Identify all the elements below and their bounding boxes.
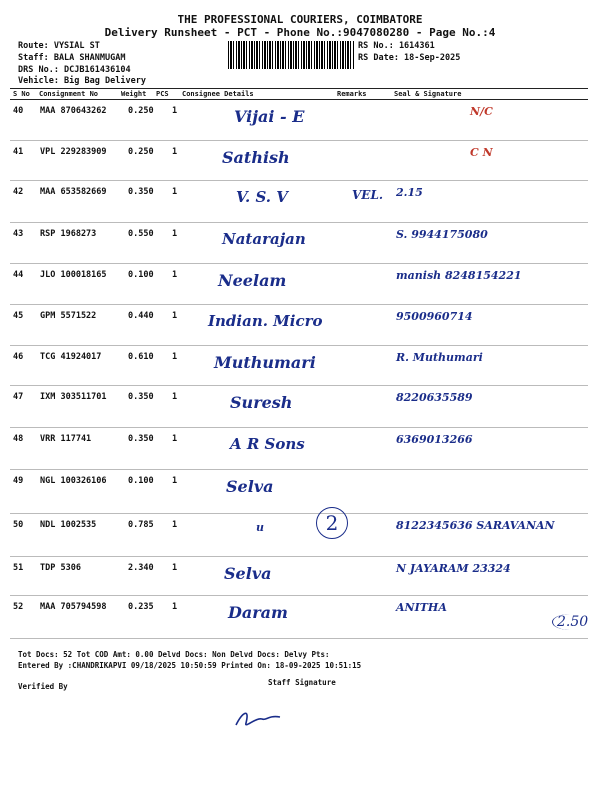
- row-signature: 8220635589: [396, 391, 473, 404]
- row-signature: 9500960714: [396, 310, 473, 323]
- row-sno: 51: [13, 563, 24, 573]
- row-sno: 41: [13, 147, 24, 157]
- row-sno: 44: [13, 270, 24, 280]
- row-sno: 52: [13, 602, 24, 612]
- row-consignee-handwriting: Selva: [224, 564, 272, 583]
- row-weight: 0.785: [128, 520, 154, 530]
- row-consignment: GPM 5571522: [40, 311, 97, 321]
- row-weight: 0.235: [128, 602, 154, 612]
- barcode: [228, 41, 354, 69]
- row-consignee-handwriting: Vijai - E: [234, 107, 305, 126]
- row-weight: 0.250: [128, 147, 154, 157]
- row-consignee-handwriting: Neelam: [218, 271, 287, 290]
- row-consignee-handwriting: Indian. Micro: [208, 312, 323, 330]
- row-sno: 46: [13, 352, 24, 362]
- row-weight: 0.440: [128, 311, 154, 321]
- row-weight: 0.350: [128, 187, 154, 197]
- row-consignee-handwriting: Sathish: [222, 148, 290, 167]
- entered-by: Entered By :CHANDRIKAPVI 09/18/2025 10:50:59 Printed On: 18-09-2025 10:51:15: [18, 661, 362, 670]
- document-subtitle: Delivery Runsheet - PCT - Phone No.:9047080280 - Page No.:4: [104, 26, 496, 39]
- row-pcs: 1: [172, 392, 178, 402]
- table-row: [10, 595, 588, 639]
- table-row: [10, 345, 588, 386]
- row-consignment: TDP 5306: [40, 563, 81, 573]
- col-seal-signature: Seal & Signature: [394, 90, 462, 98]
- table-row: [10, 180, 588, 223]
- row-pcs: 1: [172, 147, 178, 157]
- rs-date: RS Date: 18-Sep-2025: [358, 53, 461, 63]
- row-consignee-handwriting: A R Sons: [230, 435, 305, 453]
- row-consignment: MAA 870643262: [40, 106, 107, 116]
- row-sno: 50: [13, 520, 24, 530]
- row-consignee-handwriting: Selva: [226, 477, 274, 496]
- table-row: [10, 469, 588, 514]
- rs-number: RS No.: 1614361: [358, 41, 435, 51]
- row-weight: 0.100: [128, 270, 154, 280]
- table-row: [10, 304, 588, 346]
- vehicle: Vehicle: Big Bag Delivery: [18, 76, 146, 86]
- staff-signature-label: Staff Signature: [268, 678, 336, 687]
- table-row: [10, 222, 588, 264]
- staff-signature: [228, 703, 288, 733]
- row-signature: 2.15: [396, 186, 423, 199]
- table-row: [10, 556, 588, 596]
- row-weight: 0.350: [128, 434, 154, 444]
- col-weight: Weight: [121, 90, 147, 98]
- row-consignment: NGL 100326106: [40, 476, 107, 486]
- row-pcs: 1: [172, 352, 178, 362]
- row-pcs: 1: [172, 563, 178, 573]
- col-sno: S No: [13, 90, 30, 98]
- row-signature: N JAYARAM 23324: [396, 562, 511, 575]
- row-pcs: 1: [172, 229, 178, 239]
- row-sno: 47: [13, 392, 24, 402]
- row-signature: 8122345636 SARAVANAN: [396, 519, 555, 532]
- table-row: [10, 263, 588, 305]
- row-signature: N/C: [470, 105, 493, 118]
- row-pcs: 1: [172, 270, 178, 280]
- row-weight: 0.610: [128, 352, 154, 362]
- row-signature: S. 9944175080: [396, 228, 488, 241]
- row-consignee-handwriting: Daram: [228, 603, 288, 622]
- row-weight: 0.350: [128, 392, 154, 402]
- row-consignment: MAA 705794598: [40, 602, 107, 612]
- staff: Staff: BALA SHANMUGAM: [18, 53, 126, 63]
- row-pcs: 1: [172, 520, 178, 530]
- row-pcs: 1: [172, 434, 178, 444]
- route: Route: VYSIAL ST: [18, 41, 100, 51]
- row-signature: R. Muthumari: [396, 351, 483, 364]
- row-consignee-handwriting: Muthumari: [214, 353, 316, 372]
- circled-number: 2: [316, 507, 348, 539]
- row-consignment: NDL 1002535: [40, 520, 97, 530]
- verified-by: Verified By: [18, 682, 68, 691]
- row-sno: 49: [13, 476, 24, 486]
- row-sno: 43: [13, 229, 24, 239]
- col-consignee: Consignee Details: [182, 90, 254, 98]
- row-consignment: VRR 117741: [40, 434, 92, 444]
- handwritten-amount: 2.50: [552, 614, 588, 630]
- row-consignment: JLO 100018165: [40, 270, 107, 280]
- table-row: [10, 99, 588, 141]
- col-consignment: Consignment No: [39, 90, 99, 98]
- totals-line: Tot Docs: 52 Tot COD Amt: 0.00 Delvd Docs: Non Delvd Docs: Delvy Pts:: [18, 650, 330, 659]
- table-row: [10, 140, 588, 181]
- row-signature: ANITHA: [396, 601, 447, 614]
- row-consignee-handwriting: u: [256, 521, 264, 534]
- drs-number: DRS No.: DCJB161436104: [18, 65, 131, 75]
- row-consignment: VPL 229283909: [40, 147, 107, 157]
- row-weight: 0.550: [128, 229, 154, 239]
- table-row: [10, 513, 588, 557]
- row-consignment: RSP 1968273: [40, 229, 97, 239]
- row-consignment: TCG 41924017: [40, 352, 102, 362]
- row-weight: 0.100: [128, 476, 154, 486]
- table-row: [10, 427, 588, 470]
- row-pcs: 1: [172, 602, 178, 612]
- row-consignee-handwriting: Natarajan: [222, 230, 306, 248]
- col-remarks: Remarks: [337, 90, 367, 98]
- row-sno: 42: [13, 187, 24, 197]
- row-weight: 2.340: [128, 563, 154, 573]
- row-sno: 48: [13, 434, 24, 444]
- row-pcs: 1: [172, 476, 178, 486]
- row-signature: manish 8248154221: [396, 269, 522, 282]
- row-weight: 0.250: [128, 106, 154, 116]
- table-row: [10, 385, 588, 428]
- document-title: THE PROFESSIONAL COURIERS, COIMBATORE: [177, 13, 423, 26]
- row-sno: 45: [13, 311, 24, 321]
- row-signature: C N: [470, 146, 493, 159]
- row-pcs: 1: [172, 187, 178, 197]
- row-pcs: 1: [172, 106, 178, 116]
- row-pcs: 1: [172, 311, 178, 321]
- row-signature: 6369013266: [396, 433, 473, 446]
- row-consignment: IXM 303511701: [40, 392, 107, 402]
- row-consignment: MAA 653582669: [40, 187, 107, 197]
- col-pcs: PCS: [156, 90, 169, 98]
- row-consignee-handwriting: V. S. V: [236, 188, 288, 206]
- row-sno: 40: [13, 106, 24, 116]
- row-remarks: VEL.: [352, 188, 384, 202]
- row-consignee-handwriting: Suresh: [230, 393, 293, 412]
